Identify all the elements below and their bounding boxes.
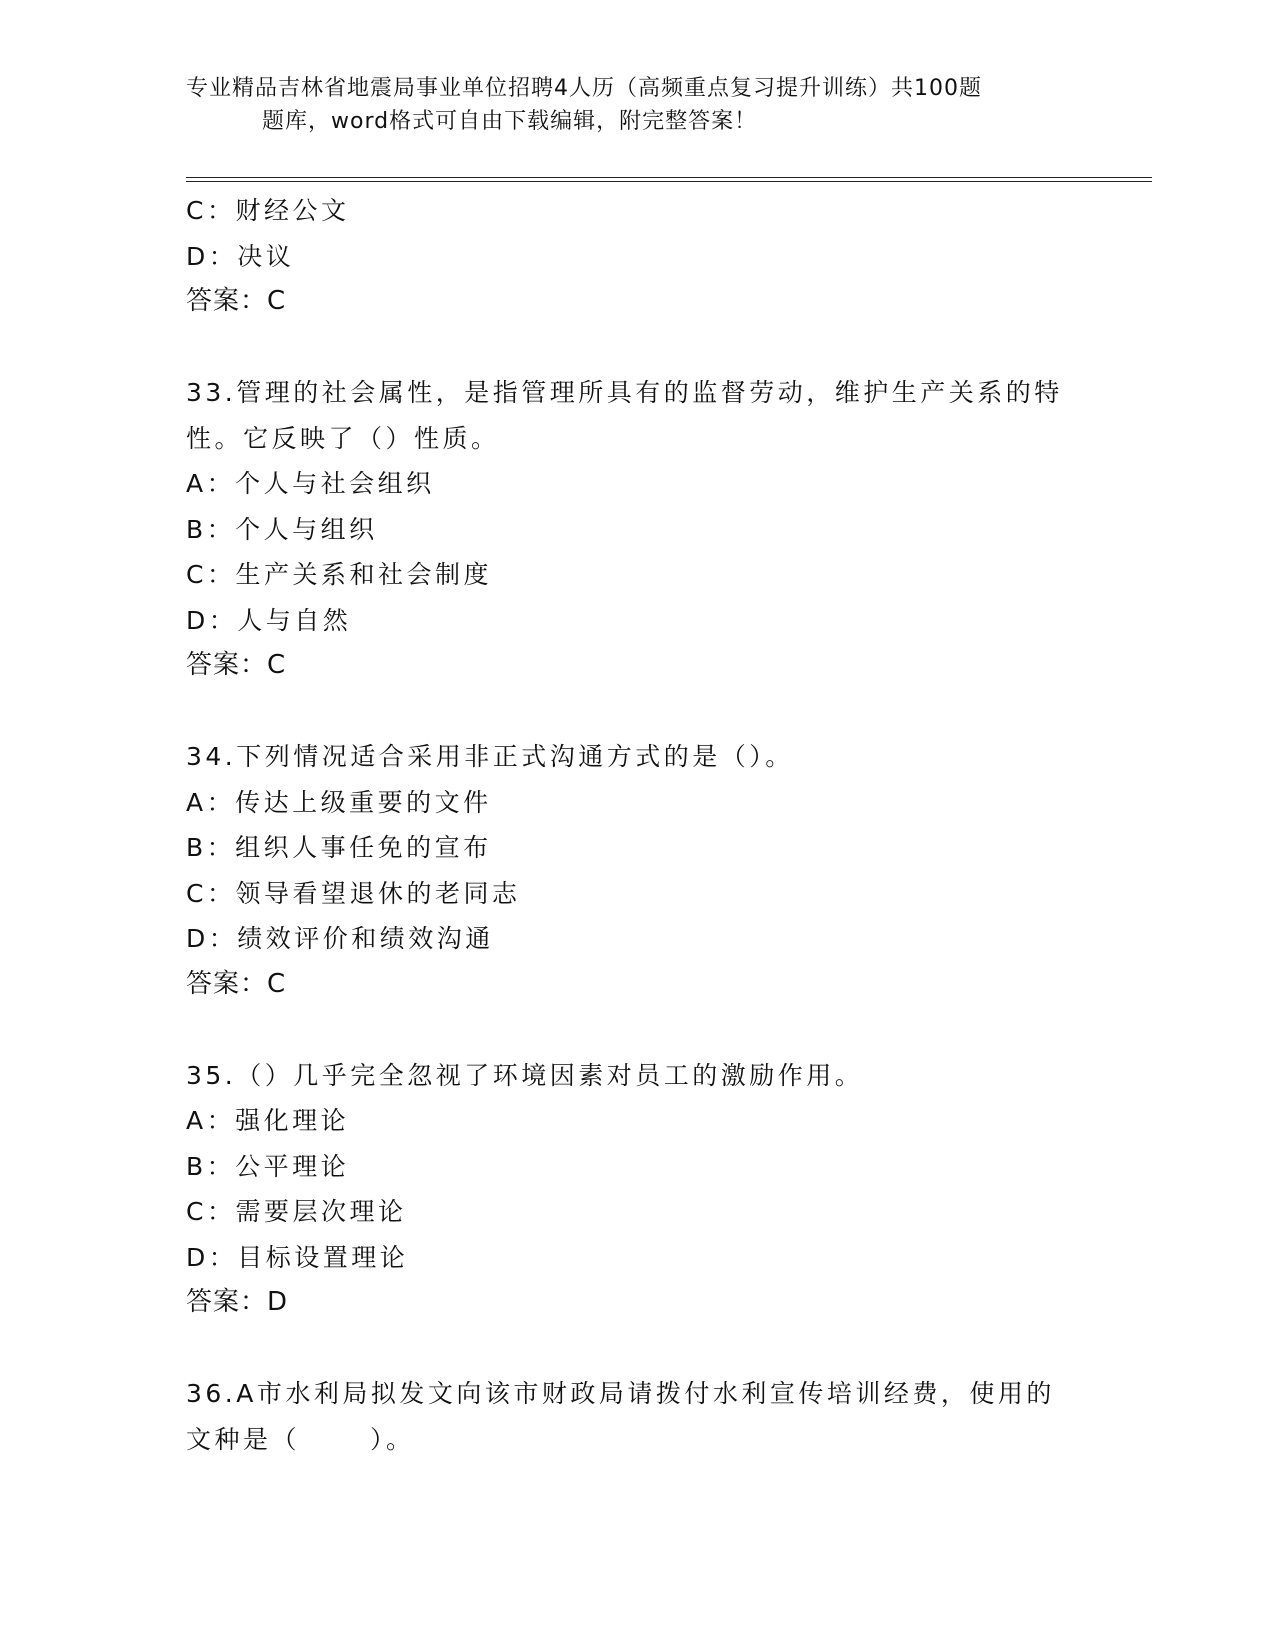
option-a: A：个人与社会组织 [186,469,435,498]
option-a: A：强化理论 [186,1106,350,1135]
option-a: A：传达上级重要的文件 [186,787,492,817]
option-d: D：绩效评价和绩效沟通 [186,924,494,953]
stem-prefix: 文种是（ [186,1424,301,1454]
option-b: B：组织人事任免的宣布 [186,833,492,862]
option-d: D：决议 [186,241,295,271]
header-divider-bottom [186,181,1152,182]
answer: 答案：C [186,968,287,999]
question-list [186,188,1086,1462]
question-36 [186,1371,1086,1462]
question-stem: 34.下列情况适合采用非正式沟通方式的是（）。 [186,742,794,771]
document-header [186,72,1066,138]
answer: 答案：C [186,650,287,680]
stem-suffix: ）。 [370,1424,415,1454]
question-stem-line2 [186,1417,1086,1463]
question-stem-line1: 33.管理的社会属性，是指管理所具有的监督劳动，维护生产关系的特 [186,378,1063,407]
option-b: B：个人与组织 [186,514,378,544]
question-stem: 35.（）几乎完全忽视了环境因素对员工的激励作用。 [186,1060,864,1090]
option-c: C：需要层次理论 [186,1197,407,1226]
spacer [186,325,1086,371]
option-c: C：财经公文 [186,196,350,225]
option-c: C：生产关系和社会制度 [186,560,492,589]
question-32-tail [186,188,1086,325]
header-title-line2: 题库，word格式可自由下载编辑，附完整答案！ [262,109,758,134]
option-b: B：公平理论 [186,1151,350,1181]
question-stem-line1: 36.A市水利局拟发文向该市财政局请拨付水利宣传培训经费，使用的 [186,1379,1055,1408]
spacer [186,689,1086,735]
header-title-line1: 专业精品吉林省地震局事业单位招聘4人历（高频重点复习提升训练）共100题 [186,76,982,101]
question-35 [186,1053,1086,1326]
question-34 [186,734,1086,1007]
answer: 答案：D [186,1287,289,1317]
spacer [186,1007,1086,1053]
question-33 [186,370,1086,689]
spacer [186,1326,1086,1372]
option-c: C：领导看望退休的老同志 [186,878,521,908]
option-d: D：目标设置理论 [186,1242,409,1272]
answer: 答案：C [186,286,287,316]
option-d: D：人与自然 [186,605,352,635]
question-stem-line2: 性。它反映了（）性质。 [186,423,500,453]
header-divider-top [186,177,1152,178]
